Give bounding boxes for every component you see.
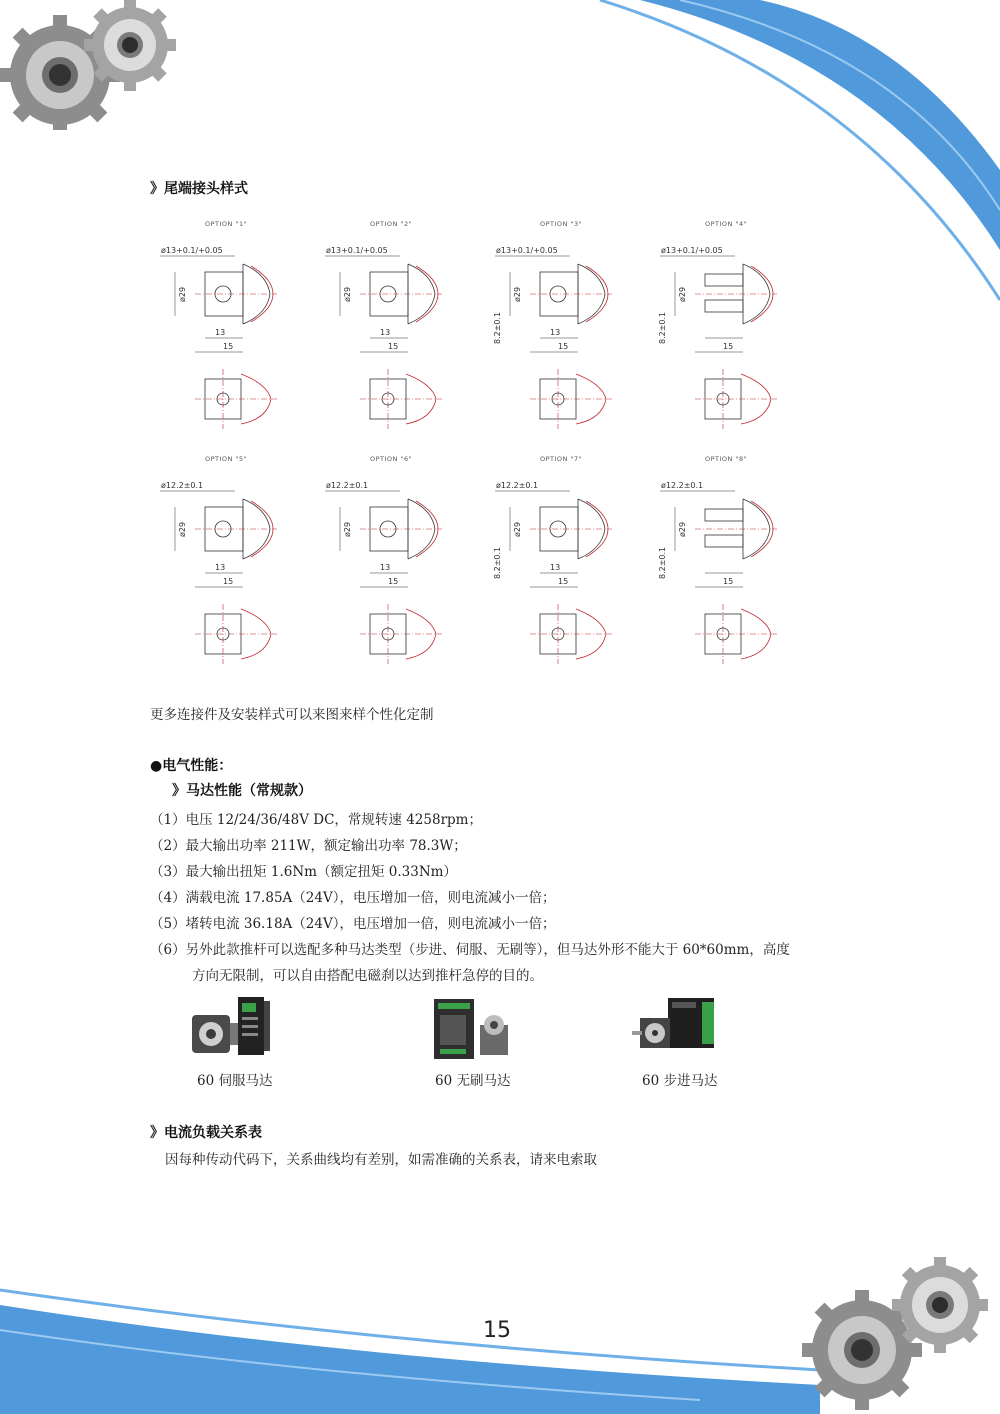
dimension-label: ø29 [678,286,687,302]
dimension-label: ø29 [178,521,187,537]
spec-item-2: （2）最大输出功率 211W，额定输出功率 78.3W； [150,838,467,854]
spec-item-6-cont: 方向无限制，可以自由搭配电磁刹以达到推杆急停的目的。 [192,968,543,984]
option-drawing [155,234,280,459]
current-load-text: 因每种传动代码下，关系曲线均有差别，如需准确的关系表，请来电索取 [165,1152,597,1168]
stepper-motor-icon [632,992,722,1060]
option-drawing [490,469,615,694]
dimension-label: 8.2±0.1 [493,311,502,344]
dimension-label: 15 [388,577,399,586]
gears-bottom-right-icon [800,1255,1000,1414]
option-drawing [320,234,445,459]
spec-item-5: （5）堵转电流 36.18A（24V），电压增加一倍，则电流减小一倍； [150,916,556,932]
spec-item-1: （1）电压 12/24/36/48V DC，常规转速 4258rpm； [150,812,482,828]
dimension-label: ø13+0.1/+0.05 [161,246,223,255]
option-label: OPTION "4" [705,220,748,228]
current-load-heading: 》电流负载关系表 [150,1125,262,1141]
dimension-label: 15 [388,342,399,351]
option-label: OPTION "8" [705,455,748,463]
option-drawing [490,234,615,459]
dimension-label: ø29 [513,286,522,302]
brushless-motor-icon [430,995,520,1063]
option-drawing [655,234,780,459]
dimension-label: 13 [380,328,391,337]
dimension-label: ø29 [343,286,352,302]
dimension-label: 13 [550,328,561,337]
dimension-label: 13 [215,563,226,572]
dimension-label: 8.2±0.1 [658,311,667,344]
dimension-label: 8.2±0.1 [658,546,667,579]
dimension-label: ø29 [343,521,352,537]
electrical-heading: ●电气性能： [150,758,233,774]
dimension-label: ø29 [178,286,187,302]
dimension-label: ø29 [513,521,522,537]
option-label: OPTION "5" [205,455,248,463]
dimension-label: 15 [723,577,734,586]
option-label: OPTION "3" [540,220,583,228]
spec-item-3: （3）最大输出扭矩 1.6Nm（额定扭矩 0.33Nm） [150,864,457,880]
servo-motor-caption: 60 伺服马达 [197,1073,273,1089]
dimension-label: ø13+0.1/+0.05 [326,246,388,255]
dimension-label: ø12.2±0.1 [326,481,369,490]
dimension-label: ø12.2±0.1 [496,481,539,490]
option-label: OPTION "1" [205,220,248,228]
tail-styles-heading: 》尾端接头样式 [150,181,248,197]
option-label: OPTION "2" [370,220,413,228]
dimension-label: 15 [558,577,569,586]
dimension-label: ø29 [678,521,687,537]
dimension-label: 15 [558,342,569,351]
brushless-motor-caption: 60 无刷马达 [435,1073,511,1089]
dimension-label: 8.2±0.1 [493,546,502,579]
dimension-label: 15 [223,342,234,351]
dimension-label: 15 [723,342,734,351]
custom-note: 更多连接件及安装样式可以来图来样个性化定制 [150,707,434,723]
spec-item-4: （4）满载电流 17.85A（24V），电压增加一倍，则电流减小一倍； [150,890,556,906]
option-label: OPTION "6" [370,455,413,463]
dimension-label: ø13+0.1/+0.05 [496,246,558,255]
dimension-label: 13 [380,563,391,572]
option-drawing [320,469,445,694]
dimension-label: ø12.2±0.1 [661,481,704,490]
dimension-label: ø12.2±0.1 [161,481,204,490]
option-drawing [655,469,780,694]
dimension-label: ø13+0.1/+0.05 [661,246,723,255]
dimension-label: 13 [215,328,226,337]
option-label: OPTION "7" [540,455,583,463]
spec-item-6: （6）另外此款推杆可以选配多种马达类型（步进、伺服、无刷等），但马达外形不能大于 60*60mm，高度 [150,942,790,958]
gears-top-left-icon [0,0,200,130]
page-number: 15 [483,1318,511,1343]
servo-motor-icon [190,993,280,1061]
stepper-motor-caption: 60 步进马达 [642,1073,718,1089]
dimension-label: 15 [223,577,234,586]
dimension-label: 13 [550,563,561,572]
option-drawing [155,469,280,694]
motor-performance-subheading: 》马达性能（常规款） [172,783,312,799]
